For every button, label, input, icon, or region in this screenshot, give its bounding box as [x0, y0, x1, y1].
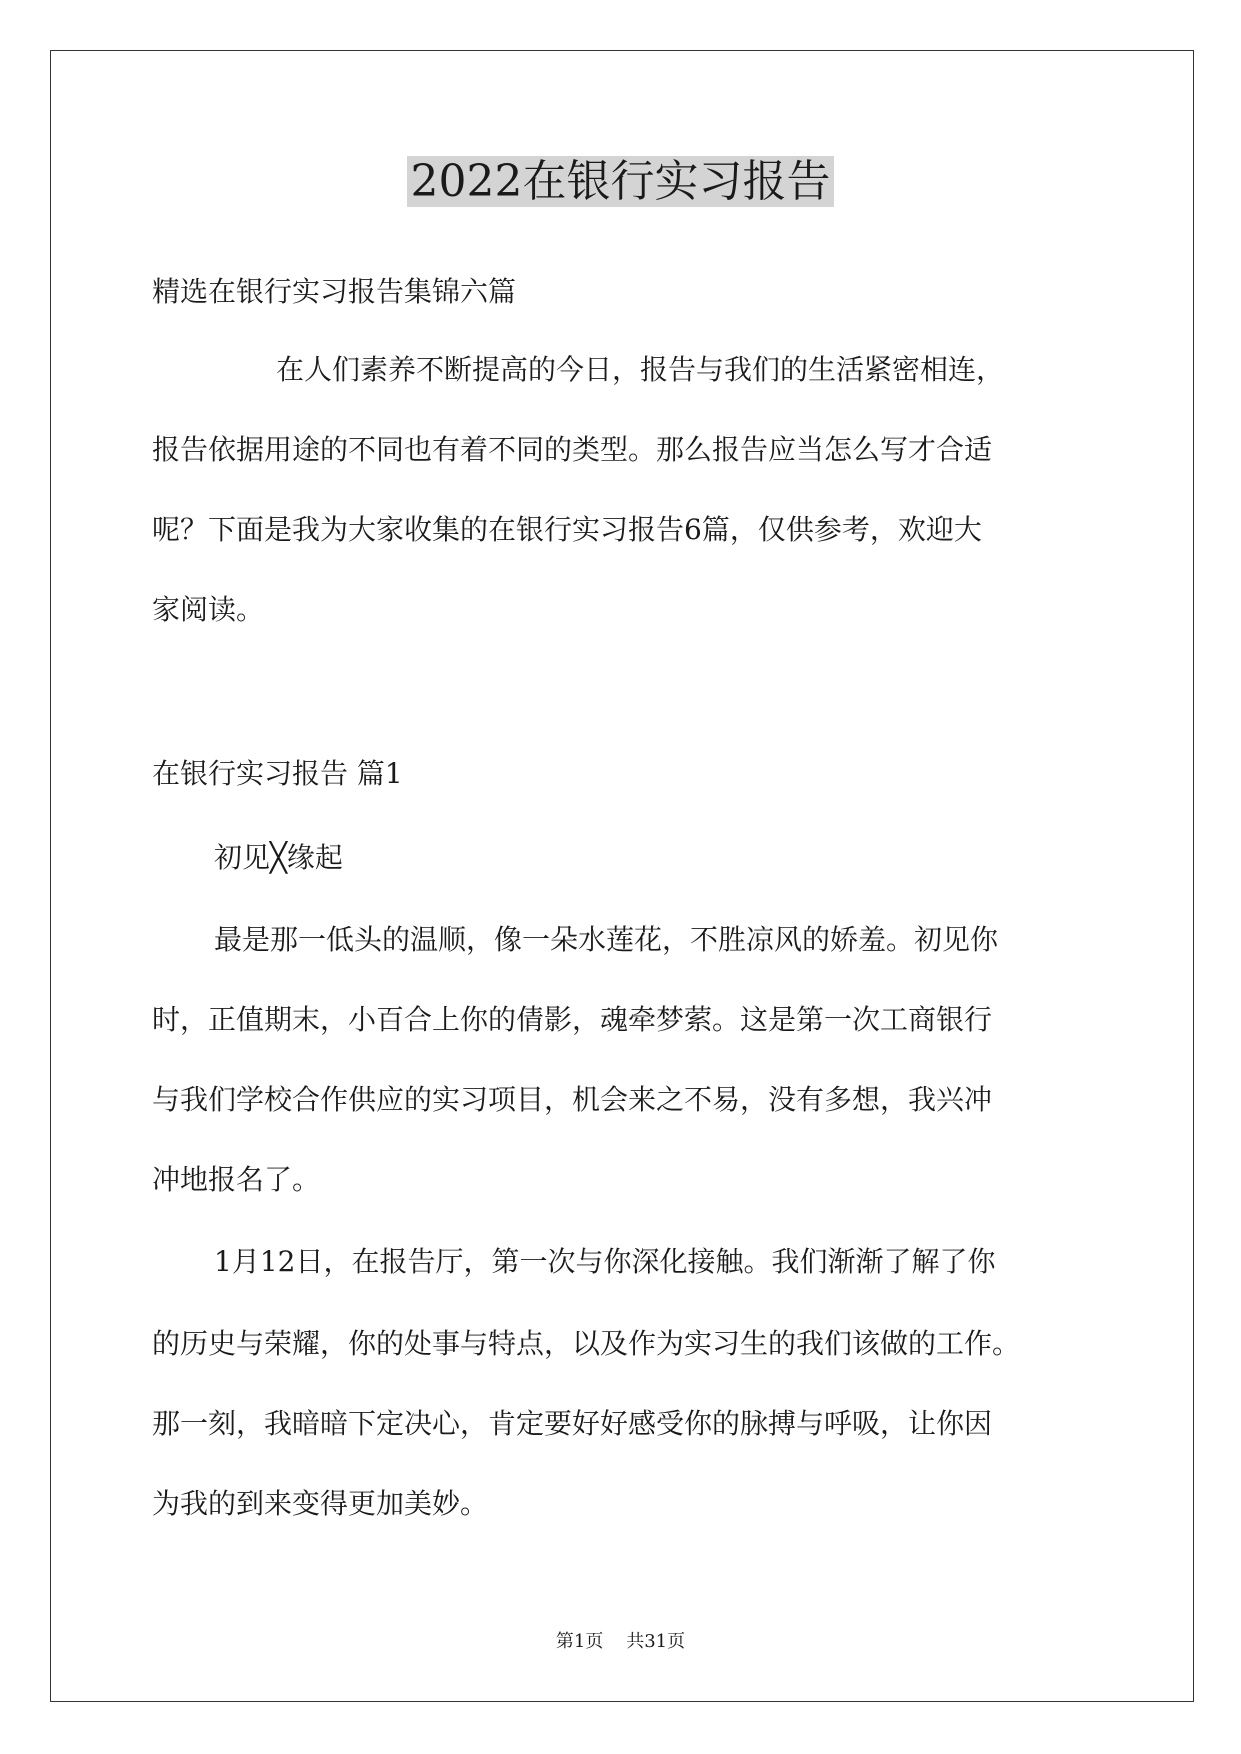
paragraph-line: 最是那一低头的温顺，像一朵水莲花，不胜凉风的娇羞。初见你 — [214, 923, 999, 956]
intro-line: 呢？下面是我为大家收集的在银行实习报告6篇，仅供参考，欢迎大 — [152, 513, 982, 546]
section-heading: 在银行实习报告 篇1 — [152, 757, 403, 790]
section-subheading: 初见╳缘起 — [214, 841, 343, 874]
document-title-text: 2022在银行实习报告 — [407, 156, 835, 207]
document-title — [0, 152, 1241, 212]
page-number-footer: 第1页 共31页 — [555, 1631, 686, 1652]
paragraph-line: 冲地报名了。 — [152, 1163, 321, 1196]
intro-line: 在人们素养不断提高的今日，报告与我们的生活紧密相连， — [276, 353, 1005, 386]
document-subtitle: 精选在银行实习报告集锦六篇 — [152, 275, 517, 308]
paragraph-line: 那一刻，我暗暗下定决心，肯定要好好感受你的脉搏与呼吸，让你因 — [152, 1407, 993, 1440]
paragraph-line: 时，正值期末，小百合上你的倩影，魂牵梦萦。这是第一次工商银行 — [152, 1003, 993, 1036]
intro-line: 报告依据用途的不同也有着不同的类型。那么报告应当怎么写才合适 — [152, 433, 993, 466]
intro-line: 家阅读。 — [152, 593, 265, 626]
paragraph-line: 1月12日，在报告厅，第一次与你深化接触。我们渐渐了解了你 — [214, 1245, 996, 1278]
paragraph-line: 的历史与荣耀，你的处事与特点，以及作为实习生的我们该做的工作。 — [152, 1327, 1021, 1360]
paragraph-line: 与我们学校合作供应的实习项目，机会来之不易，没有多想，我兴冲 — [152, 1083, 993, 1116]
paragraph-line: 为我的到来变得更加美妙。 — [152, 1487, 489, 1520]
